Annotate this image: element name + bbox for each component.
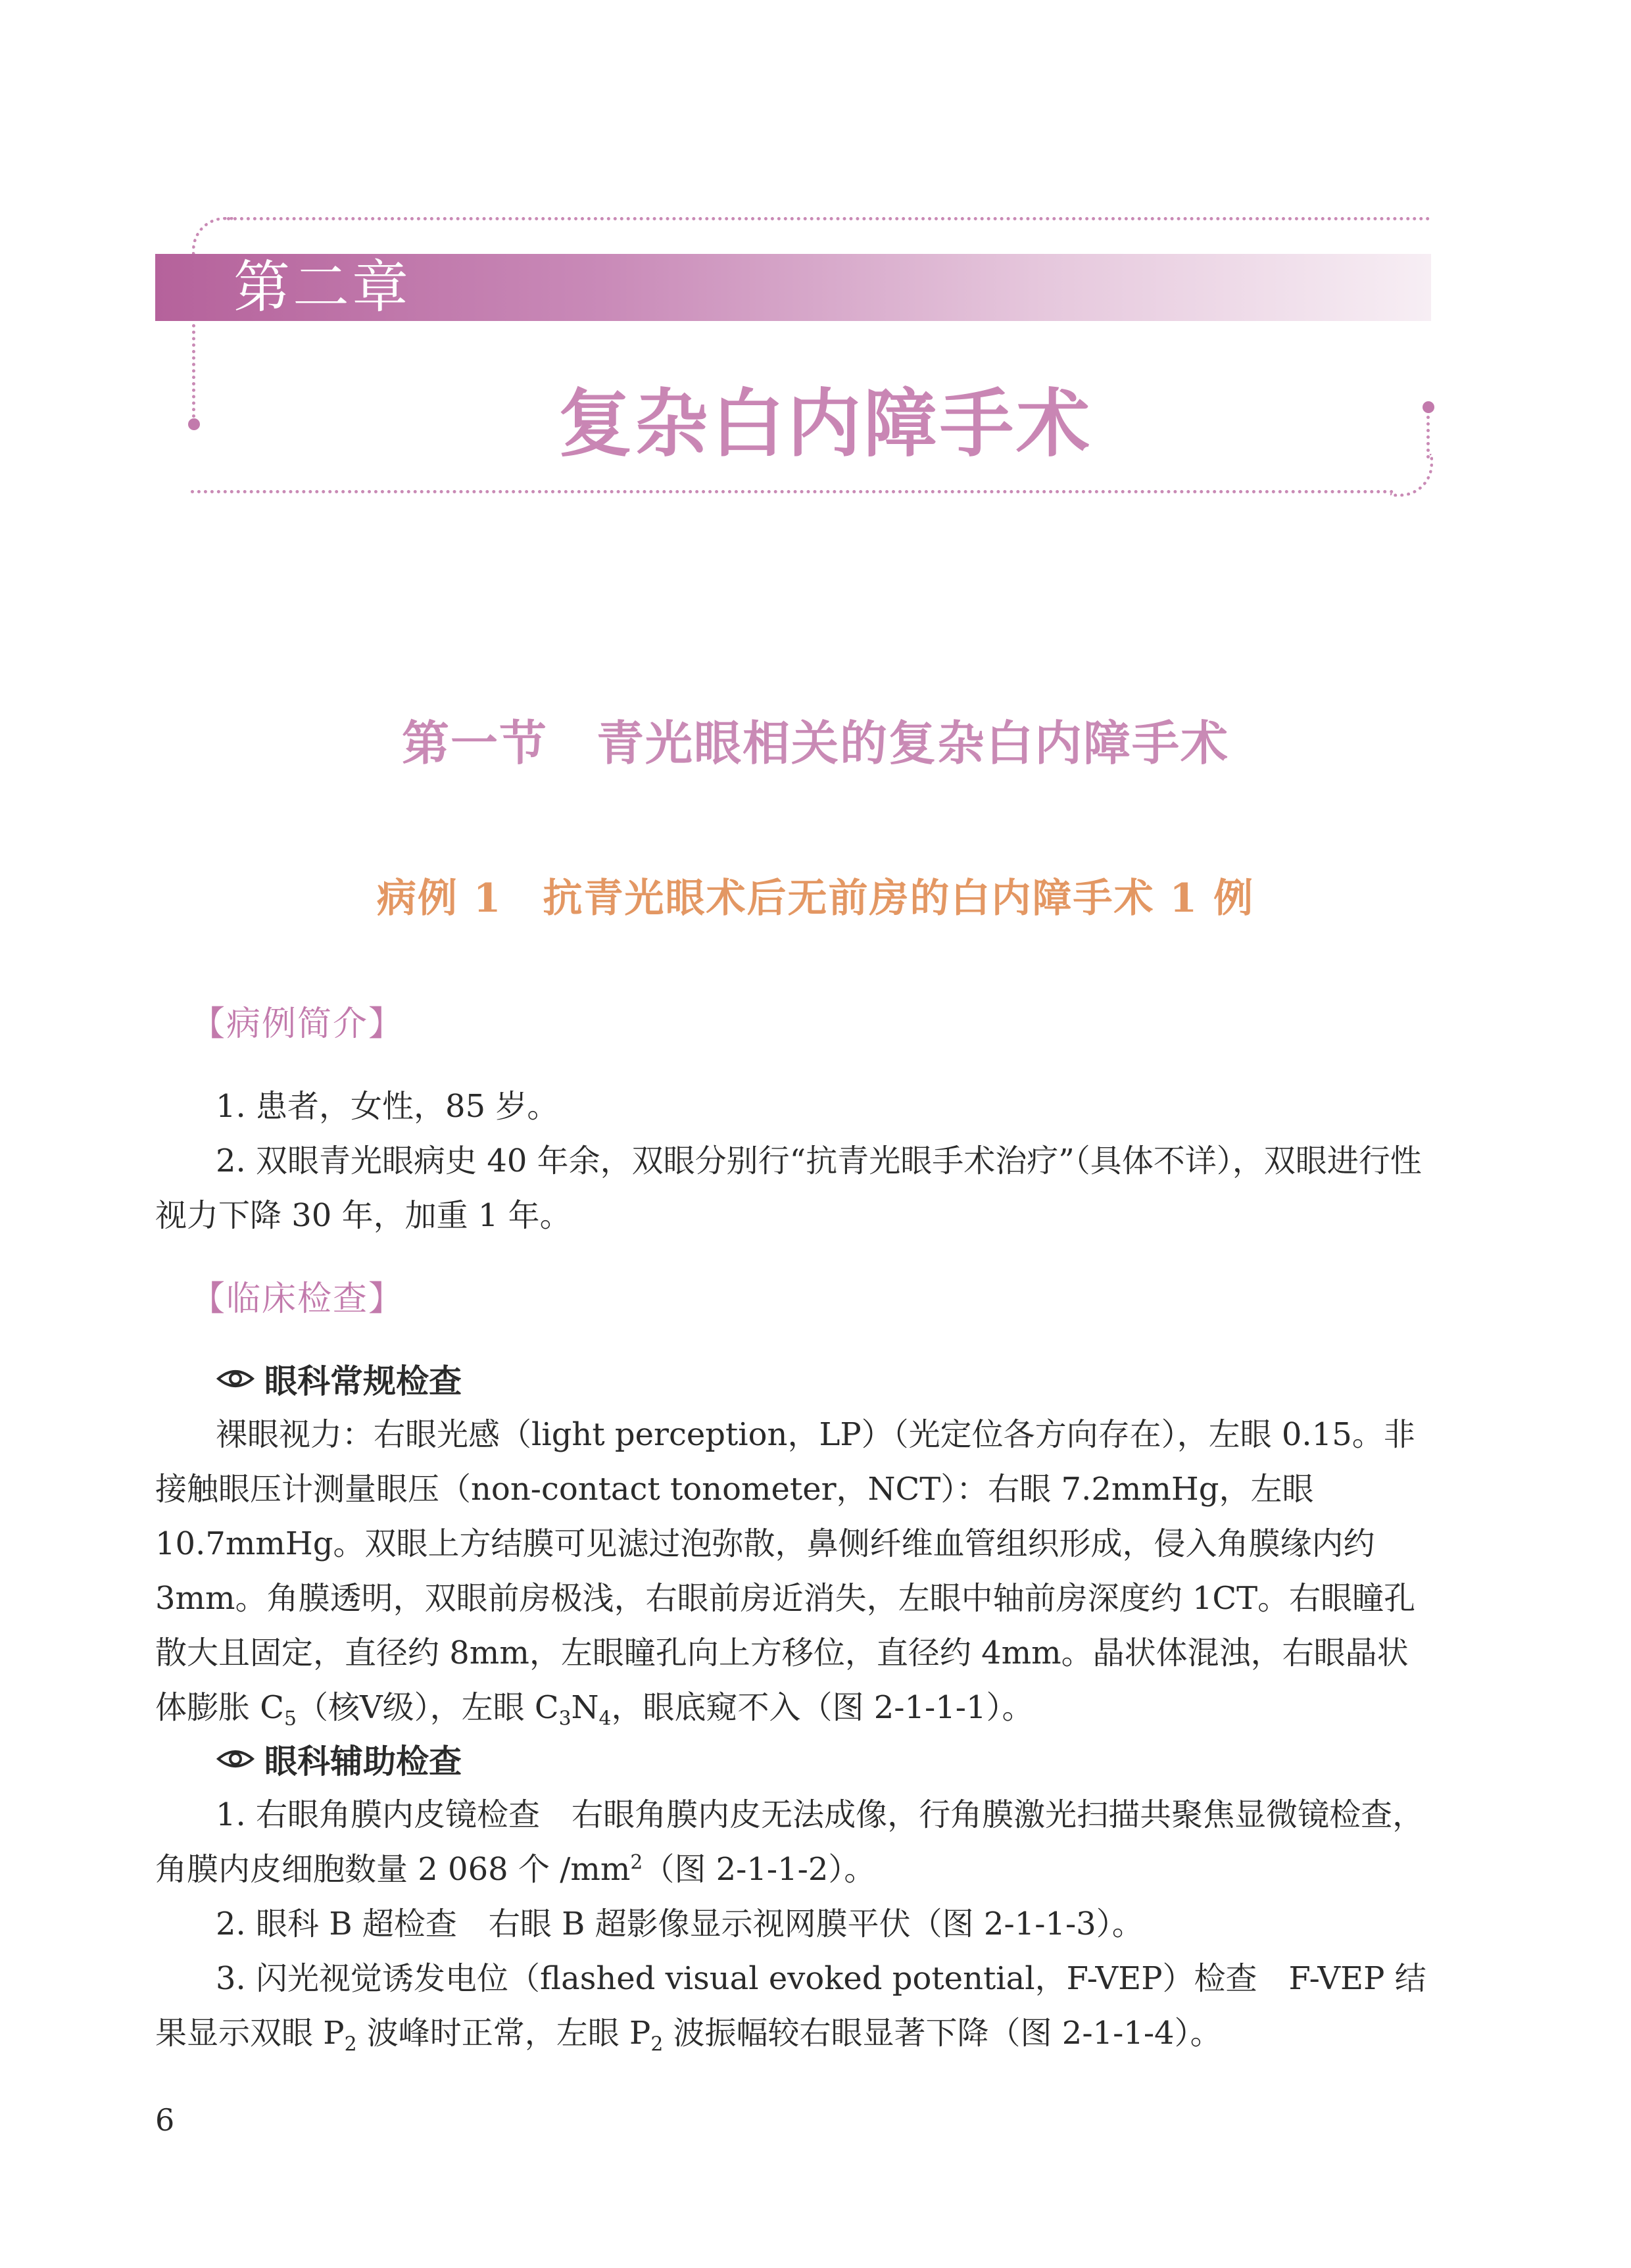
auxiliary-item-1-sup: 2: [630, 1851, 643, 1874]
auxiliary-item-1-text-a: 右眼角膜内皮无法成像，行角膜激光扫描共聚焦显微镜检查，角膜内皮细胞数量 2 068 个 /mm: [155, 1796, 1424, 1888]
banner-top-dotted-line: [227, 217, 1430, 220]
auxiliary-item-3-label: 3. 闪光视觉诱发电位（flashed visual evoked potential，F-VEP）检查: [216, 1960, 1257, 1997]
auxiliary-item-2-label: 2. 眼科 B 超检查: [216, 1906, 457, 1942]
case-title: 病例 1 抗青光眼术后无前房的白内障手术 1 例: [376, 875, 1255, 922]
auxiliary-item-3-text-b: 波峰时正常，左眼 P: [356, 2015, 651, 2052]
routine-text-1: 裸眼视力：右眼光感（light perception，LP）（光定位各方向存在），左眼 0.15。非接触眼压计测量眼压（non-contact tonometer，NCT）：右眼 7.2mmHg，左眼 10.7mmHg。双眼上方结膜可见滤过泡弥散，鼻侧纤维血管组织形成，侵入角膜缘内约 3mm。角膜透明，双眼前房极浅，右眼前房近消失，左眼中轴前房深度约 1CT。右眼瞳孔散大且固定，直径约 8mm，左眼瞳孔向上方移位，直径约 4mm。晶状体混浊，右眼晶状体膨胀 C: [155, 1416, 1416, 1726]
routine-exam-heading: [216, 1355, 462, 1402]
routine-text-3: N: [571, 1689, 599, 1726]
auxiliary-item-3-sub-1: 2: [344, 2033, 357, 2056]
routine-sub-1: 5: [284, 1707, 297, 1731]
eye-icon: [216, 1746, 255, 1772]
auxiliary-exam-heading: [216, 1735, 462, 1783]
routine-sub-3: 4: [598, 1707, 612, 1731]
auxiliary-item-2: [155, 1897, 1431, 1952]
auxiliary-item-1-label: 1. 右眼角膜内皮镜检查: [216, 1796, 541, 1833]
routine-text-4: ，眼底窥不入（图 2-1-1-1）。: [611, 1689, 1034, 1726]
intro-item-1-text: 1. 患者，女性，85 岁。: [216, 1088, 559, 1125]
intro-heading: 【病例简介】: [191, 1004, 404, 1044]
banner-bottom-dotted-line: [191, 490, 1394, 493]
auxiliary-item-3-text-a: F-VEP 结果显示双眼 P: [155, 1960, 1426, 2052]
auxiliary-exam-title: 眼科辅助检查: [264, 1742, 462, 1781]
routine-exam-title: 眼科常规检查: [264, 1362, 462, 1400]
auxiliary-item-1: [155, 1788, 1431, 1897]
chapter-label: 第二章: [233, 255, 411, 320]
routine-exam-paragraph: [155, 1408, 1431, 1735]
auxiliary-item-1-text-b: （图 2-1-1-2）。: [643, 1851, 876, 1888]
intro-item-2: [155, 1134, 1431, 1243]
routine-text-2: （核Ⅴ级），左眼 C: [296, 1689, 559, 1726]
eye-icon: [216, 1366, 255, 1392]
routine-sub-2: 3: [558, 1707, 572, 1731]
auxiliary-item-2-text: 右眼 B 超影像显示视网膜平伏（图 2-1-1-3）。: [456, 1906, 1144, 1942]
section-title: 第一节 青光眼相关的复杂白内障手术: [401, 716, 1229, 771]
auxiliary-item-3-text-c: 波振幅较右眼显著下降（图 2-1-1-4）。: [663, 2015, 1222, 2052]
exam-heading: 【临床检查】: [191, 1279, 404, 1319]
page-number: 6: [155, 2102, 175, 2138]
intro-item-2-text: 2. 双眼青光眼病史 40 年余，双眼分别行“抗青光眼手术治疗”（具体不详），双眼进行性视力下降 30 年，加重 1 年。: [155, 1143, 1422, 1234]
auxiliary-item-3: [155, 1952, 1431, 2061]
auxiliary-item-3-sub-2: 2: [650, 2033, 664, 2056]
intro-item-1: [155, 1079, 1431, 1134]
chapter-title: 复杂白内障手术: [558, 382, 1092, 467]
